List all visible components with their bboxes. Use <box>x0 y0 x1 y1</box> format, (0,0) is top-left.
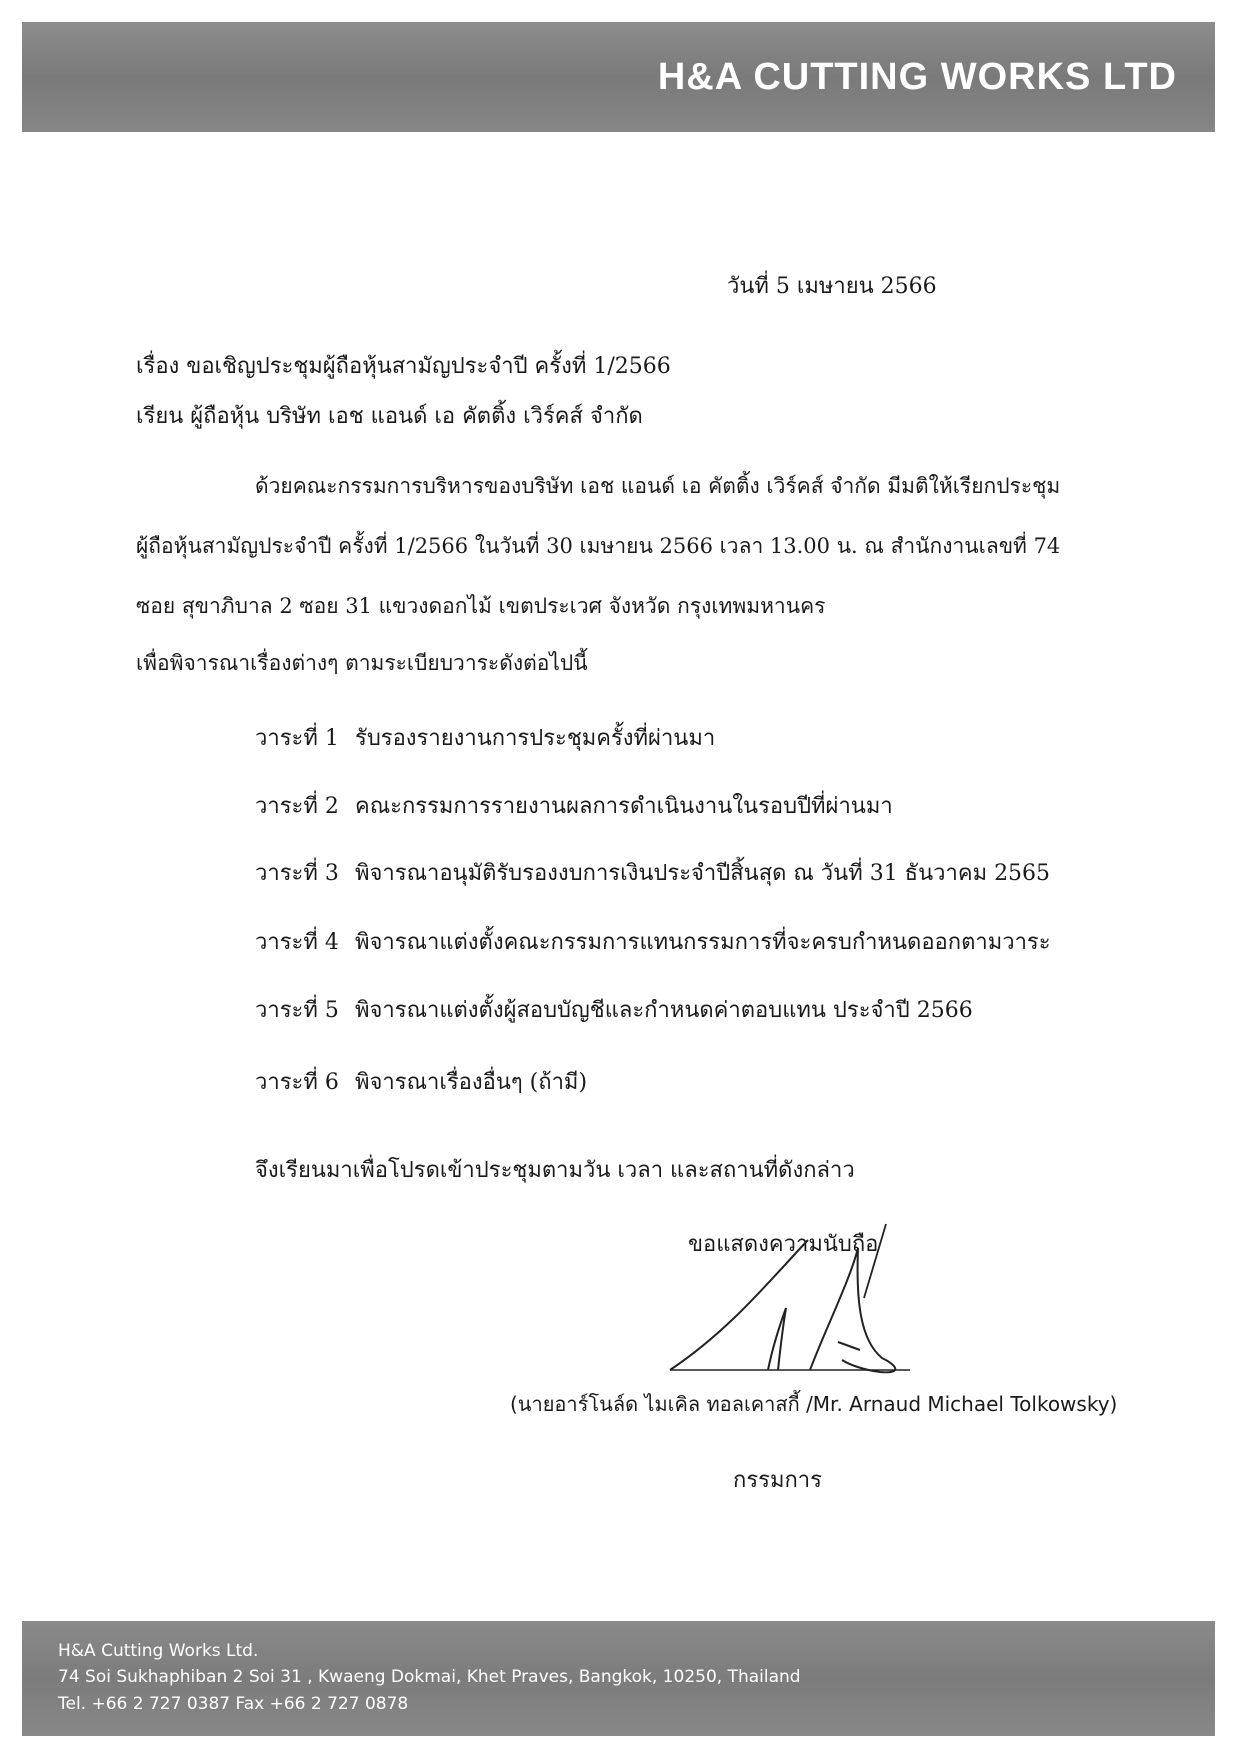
letter-subject: เรื่อง ขอเชิญประชุมผู้ถือหุ้นสามัญประจำปี ครั้งที่ 1/2566 <box>136 354 671 379</box>
agenda-item-2 <box>255 788 893 823</box>
agenda-number: วาระที่ 1 <box>255 726 339 751</box>
agenda-item-3 <box>255 855 1050 890</box>
agenda-number: วาระที่ 4 <box>255 930 339 955</box>
footer-contact: Tel. +66 2 727 0387 Fax +66 2 727 0878 <box>58 1694 409 1714</box>
signature-mark <box>650 1220 930 1380</box>
agenda-text: พิจารณาแต่งตั้งคณะกรรมการแทนกรรมการที่จะครบกำหนดออกตามวาระ <box>355 930 1051 955</box>
agenda-text: รับรองรายงานการประชุมครั้งที่ผ่านมา <box>355 726 716 751</box>
agenda-number: วาระที่ 6 <box>255 1070 339 1095</box>
agenda-item-6 <box>255 1064 587 1099</box>
footer-address: 74 Soi Sukhaphiban 2 Soi 31 , Kwaeng Dokmai, Khet Praves, Bangkok, 10250, Thailand <box>58 1667 801 1687</box>
agenda-item-1 <box>255 720 715 755</box>
agenda-number: วาระที่ 3 <box>255 861 339 886</box>
footer-band <box>22 1621 1215 1736</box>
agenda-item-4 <box>255 924 1051 959</box>
signer-position: กรรมการ <box>733 1468 822 1493</box>
closing-line: จึงเรียนมาเพื่อโปรดเข้าประชุมตามวัน เวลา และสถานที่ดังกล่าว <box>255 1158 855 1183</box>
body-line-4: เพื่อพิจารณาเรื่องต่างๆ ตามระเบียบวาระดังต่อไปนี้ <box>136 651 588 675</box>
body-line-2: ผู้ถือหุ้นสามัญประจำปี ครั้งที่ 1/2566 ในวันที่ 30 เมษายน 2566 เวลา 13.00 น. ณ สำนักงานเลขที่ 74 <box>136 534 1061 558</box>
agenda-number: วาระที่ 5 <box>255 998 339 1023</box>
body-line-1: ด้วยคณะกรรมการบริหารของบริษัท เอช แอนด์ เอ คัตติ้ง เวิร์คส์ จำกัด มีมติให้เรียกประชุม <box>255 474 1061 498</box>
agenda-text: พิจารณาอนุมัติรับรองงบการเงินประจำปีสิ้นสุด ณ วันที่ 31 ธันวาคม 2565 <box>355 861 1051 886</box>
agenda-text: พิจารณาเรื่องอื่นๆ (ถ้ามี) <box>355 1070 588 1095</box>
letterhead-band <box>22 22 1215 132</box>
letter-date: วันที่ 5 เมษายน 2566 <box>727 274 937 299</box>
company-name-header: H&A CUTTING WORKS LTD <box>657 56 1177 98</box>
agenda-text: คณะกรรมการรายงานผลการดำเนินงานในรอบปีที่ผ่านมา <box>355 794 893 819</box>
regards-line: ขอแสดงความนับถือ <box>688 1232 879 1257</box>
body-line-3: ซอย สุขาภิบาล 2 ซอย 31 แขวงดอกไม้ เขตประเวศ จังหวัด กรุงเทพมหานคร <box>136 594 826 618</box>
footer-company: H&A Cutting Works Ltd. <box>58 1641 259 1661</box>
letter-recipient: เรียน ผู้ถือหุ้น บริษัท เอช แอนด์ เอ คัตติ้ง เวิร์คส์ จำกัด <box>136 404 643 429</box>
agenda-item-5 <box>255 992 973 1027</box>
signer-name: (นายอาร์โนล์ด ไมเคิล ทอลเคาสกี้ /Mr. Arnaud Michael Tolkowsky) <box>510 1392 1118 1416</box>
agenda-text: พิจารณาแต่งตั้งผู้สอบบัญชีและกำหนดค่าตอบแทน ประจำปี 2566 <box>355 998 973 1023</box>
agenda-number: วาระที่ 2 <box>255 794 339 819</box>
